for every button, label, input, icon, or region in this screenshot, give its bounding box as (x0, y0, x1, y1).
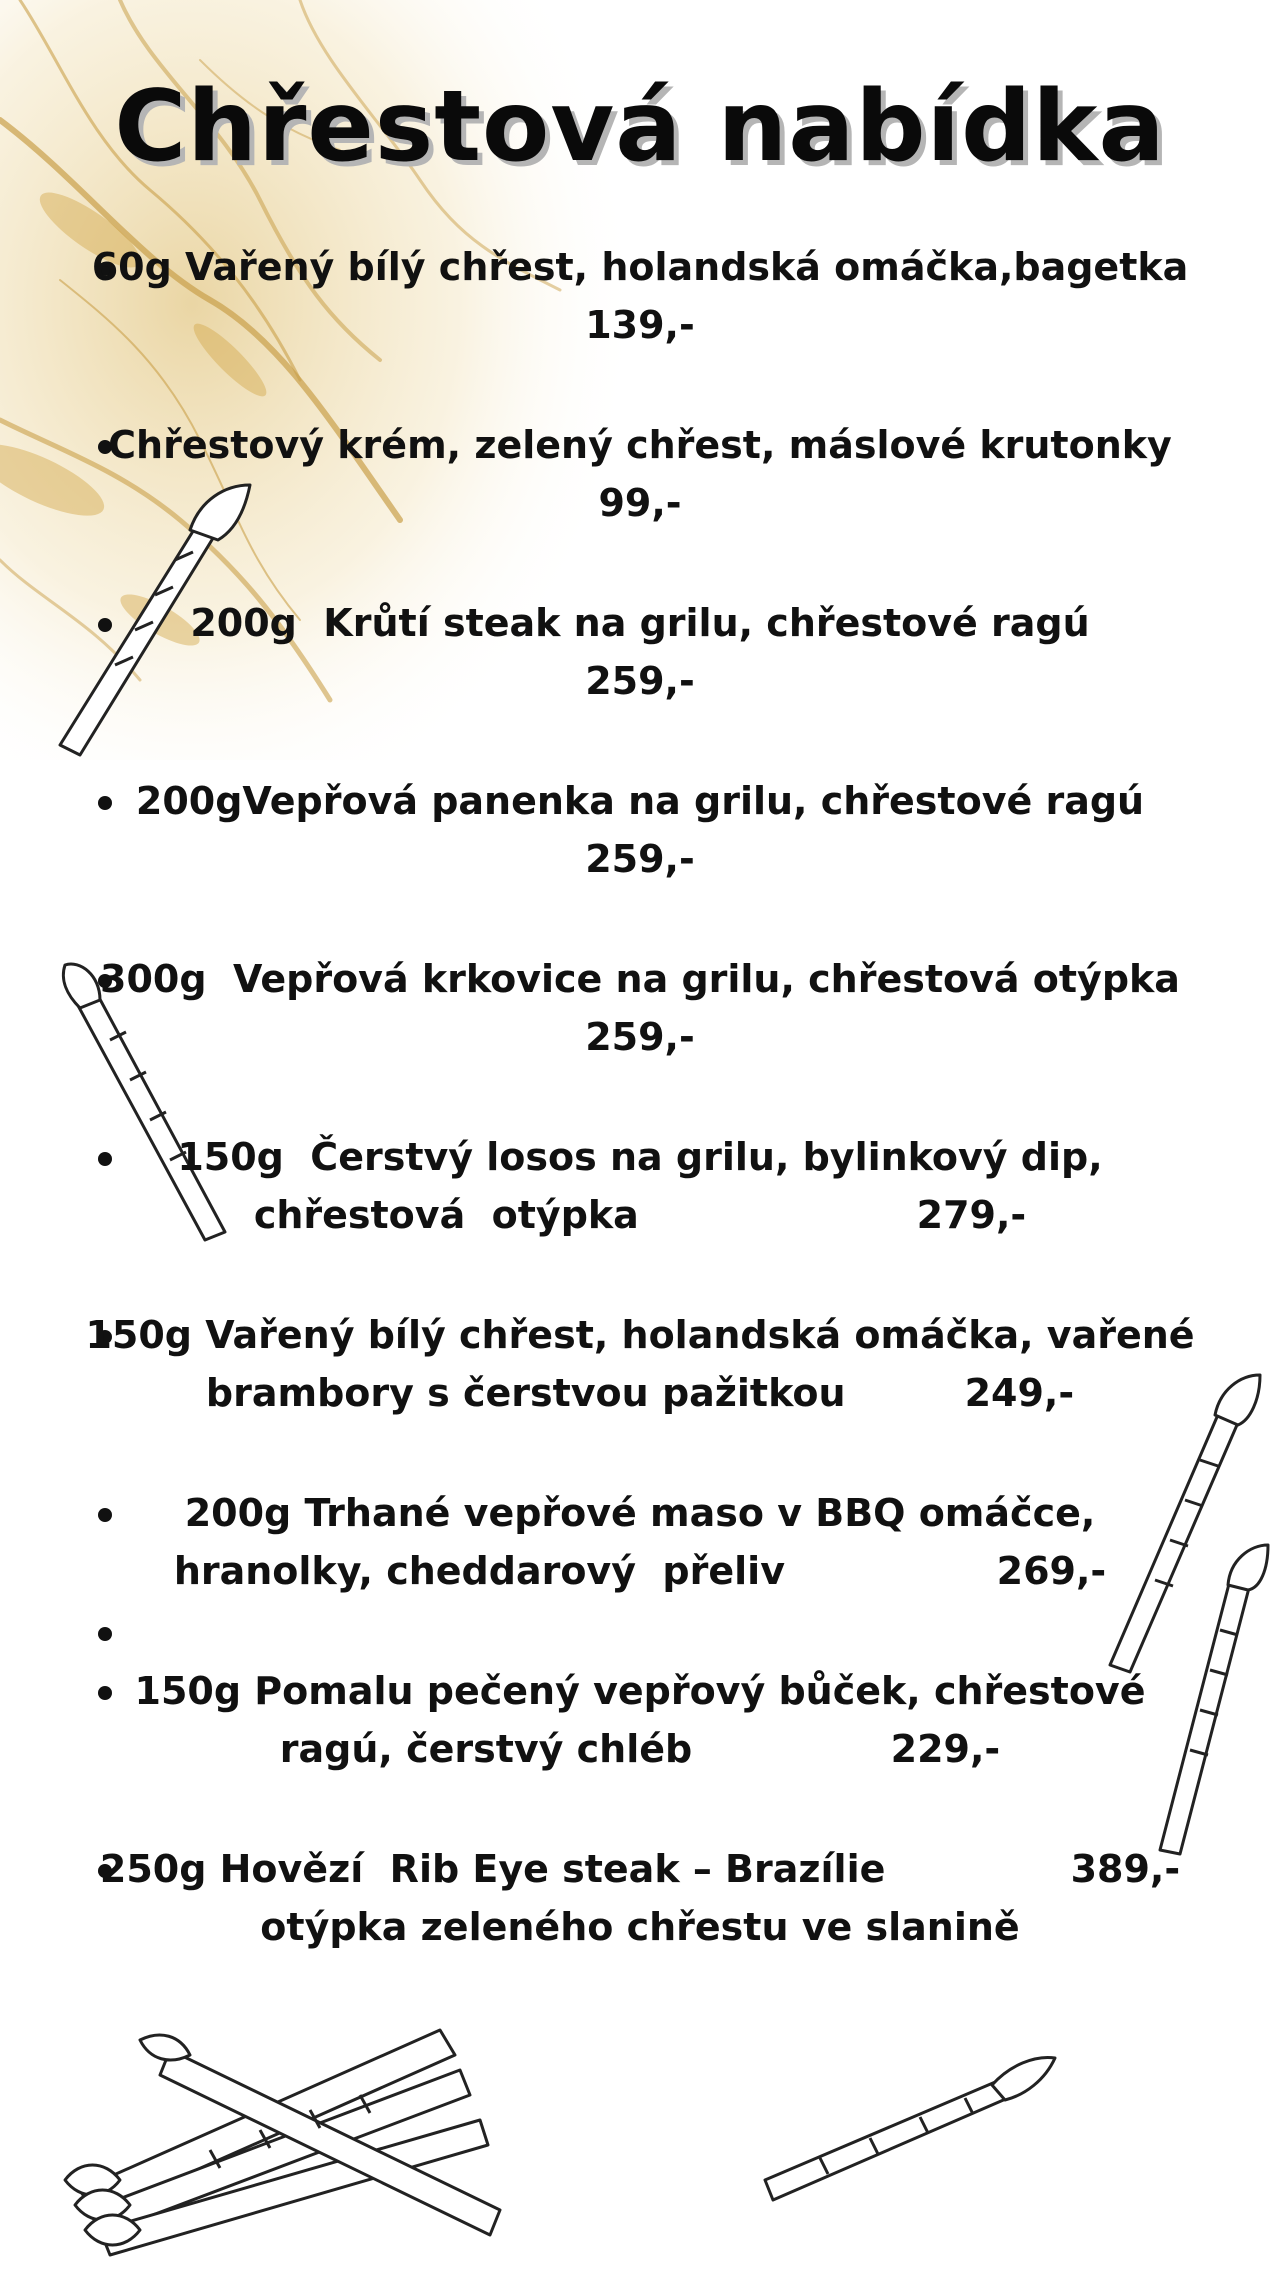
asparagus-spear-illustration (760, 2040, 1060, 2210)
menu-item (0, 1840, 1280, 1956)
menu-item-price: 259,- (585, 1015, 695, 1059)
menu-item-description: 200gVepřová panenka na grilu, chřestové ragú (135, 779, 1145, 823)
menu-item (0, 1662, 1280, 1778)
menu-item-price: 99,- (598, 481, 682, 525)
menu-item (0, 416, 1280, 532)
page-title: Chřestová nabídka (114, 70, 1166, 184)
menu-item (0, 238, 1280, 354)
menu-item-description: 60g Vařený bílý chřest, holandská omáčka,bagetka (91, 245, 1189, 289)
menu-item-description: 200g Trhané vepřové maso v BBQ omáčce, (184, 1491, 1096, 1535)
menu-item-price: 259,- (585, 659, 695, 703)
menu-item-description: otýpka zeleného chřestu ve slanině (260, 1905, 1020, 1949)
menu-item-description: 150g Vařený bílý chřest, holandská omáčka, vařené (85, 1313, 1195, 1357)
menu-item (0, 1128, 1280, 1244)
menu-item-description-price: hranolky, cheddarový přeliv 269,- (173, 1549, 1107, 1593)
menu-item-description-price: ragú, čerstvý chléb 229,- (279, 1727, 1001, 1771)
menu-item (0, 1484, 1280, 1600)
menu-item (0, 772, 1280, 888)
menu-item-description-price: brambory s čerstvou pažitkou 249,- (205, 1371, 1075, 1415)
menu-item-description: 150g Čerstvý losos na grilu, bylinkový dip, (177, 1135, 1103, 1179)
asparagus-bunch-illustration (60, 2010, 540, 2270)
menu-item-description: Chřestový krém, zelený chřest, máslové krutonky (108, 423, 1172, 467)
bullet (98, 1627, 112, 1641)
menu-item-description-price: 250g Hovězí Rib Eye steak – Brazílie 389,- (99, 1847, 1181, 1891)
menu-item-price: 259,- (585, 837, 695, 881)
menu-item-description: 200g Krůtí steak na grilu, chřestové ragú (190, 601, 1090, 645)
menu-item-description: 150g Pomalu pečený vepřový bůček, chřestové (134, 1669, 1146, 1713)
menu-item (0, 950, 1280, 1066)
menu-item-description-price: chřestová otýpka 279,- (253, 1193, 1027, 1237)
menu-item-description: 300g Vepřová krkovice na grilu, chřestová otýpka (100, 957, 1180, 1001)
menu-item-price: 139,- (585, 303, 695, 347)
menu-item (0, 594, 1280, 710)
menu-item (0, 1306, 1280, 1422)
